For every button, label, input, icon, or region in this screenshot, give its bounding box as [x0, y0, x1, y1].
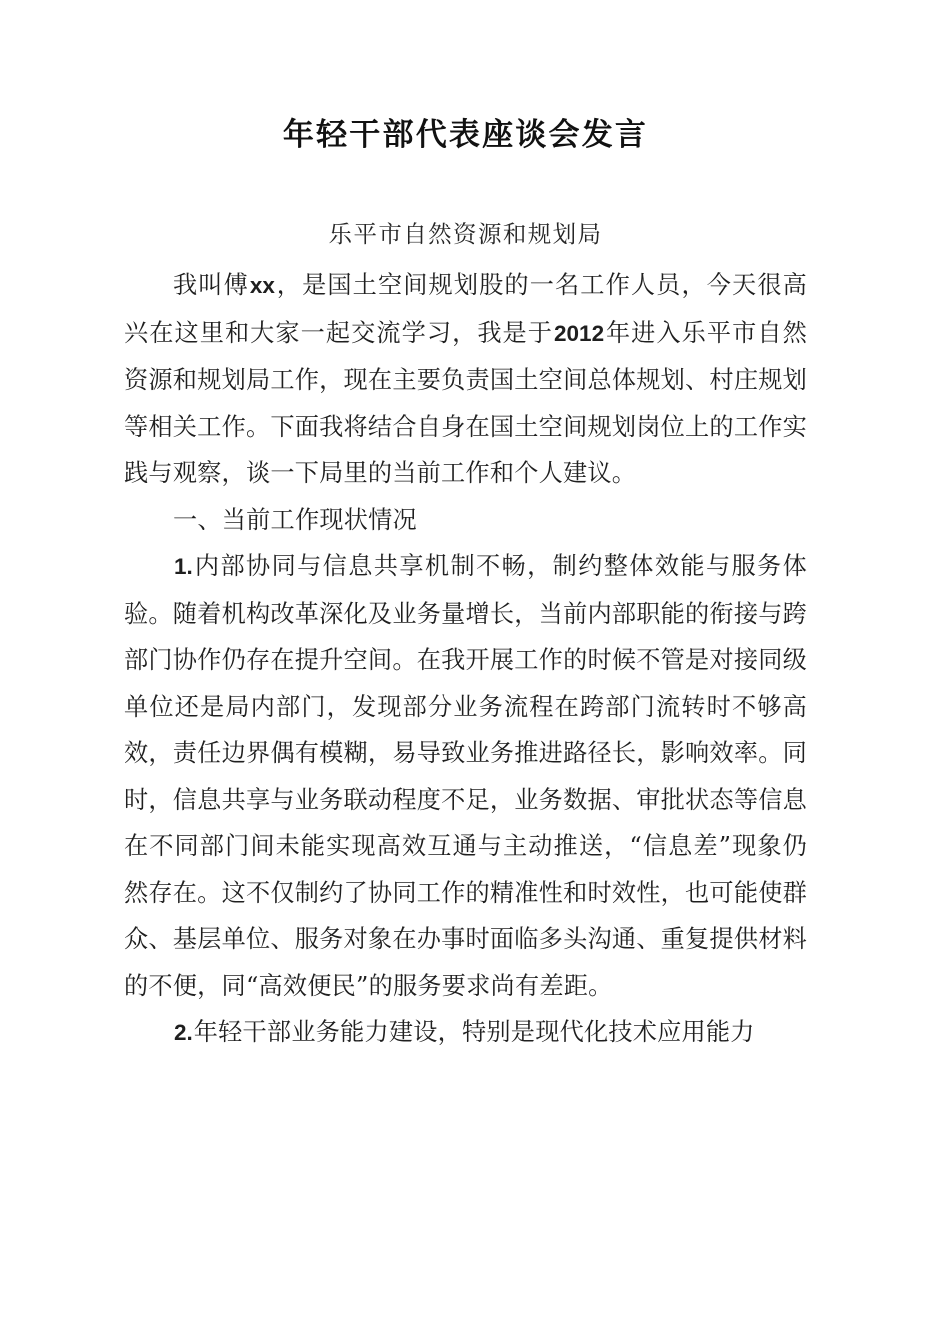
document-body: [124, 0, 807, 1057]
intro-text-part-b: ，是国土空间规划股的一名工作人员，今天很高兴在这里和大家一起交流学习，我是于: [124, 271, 807, 347]
intro-text-part-c: 年进入乐平市自然资源和规划局工作，现在主要负责国土空间总体规划、村庄规划等相关工作。下面我将结合自身在国土空间规划岗位上的工作实践与观察，谈一下局里的当前工作和个人建议。: [124, 318, 807, 487]
start-year-value: 2012: [554, 320, 605, 346]
item-1-number: 1.: [174, 554, 193, 579]
speaker-name-placeholder: xx: [249, 273, 275, 298]
item-1-text: 内部协同与信息共享机制不畅，制约整体效能与服务体验。随着机构改革深化及业务量增长，当前内部职能的衔接与跨部门协作仍存在提升空间。在我开展工作的时候不管是对接同级单位还是局内部门，发现部分业务流程在跨部门流转时不够高效，责任边界偶有模糊，易导致业务推进路径长，影响效率。同时，信息共享与业务联动程度不足，业务数据、审批状态等信息在不同部门间未能实现高效互通与主动推送，“信息差”现象仍然存在。这不仅制约了协同工作的精准性和时效性，也可能使群众、基层单位、服务对象在办事时面临多头沟通、重复提供材料的不便，同“高效便民”的服务要求尚有差距。: [124, 552, 807, 1000]
paragraph-introduction: [124, 254, 807, 497]
item-2-text: 年轻干部业务能力建设，特别是现代化技术应用能力: [193, 1018, 755, 1046]
page-title: 年轻干部代表座谈会发言: [282, 117, 649, 153]
section-heading-one: 一、当前工作现状情况: [173, 505, 417, 534]
item-2-number: 2.: [174, 1020, 193, 1045]
document-subtitle-organization: 乐平市自然资源和规划局: [328, 220, 603, 248]
intro-text-part-a: 我叫傅: [173, 271, 249, 299]
paragraph-item-1: [124, 543, 807, 1009]
paragraph-item-2: [124, 1009, 807, 1057]
